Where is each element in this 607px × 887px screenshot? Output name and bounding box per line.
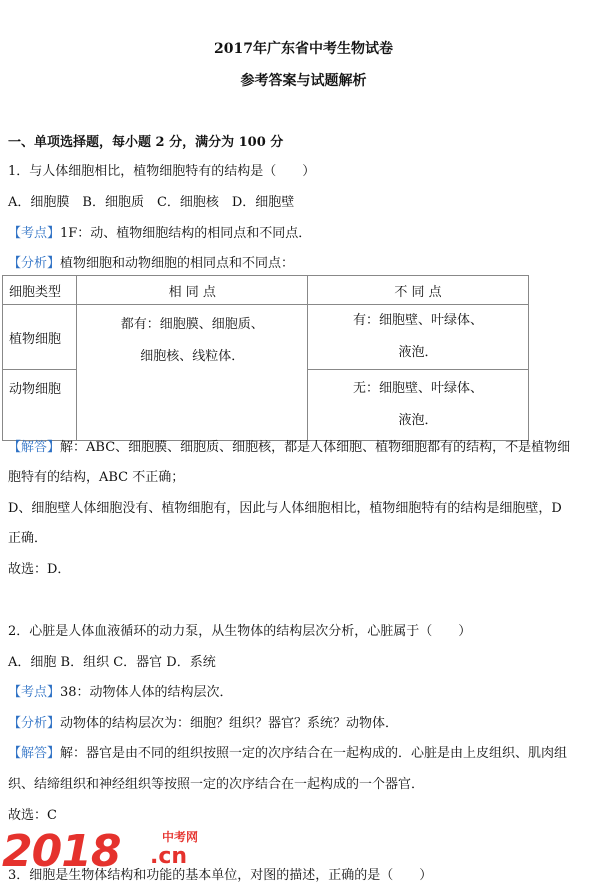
diff-plant-line-2: 液泡． <box>398 345 438 360</box>
q1-kaodian <box>8 222 311 241</box>
q2-options: A．细胞 B．组织 C．器官 D．系统 <box>8 655 216 670</box>
same-line-2: 细胞核、线粒体． <box>140 349 245 364</box>
diff-animal-line-2: 液泡． <box>398 413 438 428</box>
q3-stem: 3．细胞是生物体结构和功能的基本单位，对图的描述，正确的是（ ） <box>8 868 433 883</box>
q2-answer: 故选：C <box>8 808 57 823</box>
watermark-tld: .cn <box>150 844 188 869</box>
fenxi-tag: 【分析】 <box>8 256 61 271</box>
q1-answer: 故选：D． <box>8 562 71 577</box>
diff-animal-line-1: 无：细胞壁、叶绿体、 <box>353 381 484 396</box>
jieda-text: 解：ABC、细胞膜、细胞质、细胞核，都是人体细胞、植物细胞都有的结构，不是植物细 <box>60 440 571 455</box>
header-cell-diff: 不 同 点 <box>308 276 529 305</box>
same-line-1: 都有：细胞膜、细胞质、 <box>120 317 264 332</box>
fenxi-text: 动物体的结构层次为：细胞？组织？器官？系统？动物体． <box>60 716 399 731</box>
q1-jieda-line-1 <box>8 436 570 455</box>
fenxi-text: 植物细胞和动物细胞的相同点和不同点： <box>60 256 295 271</box>
jieda-tag: 【解答】 <box>8 440 61 455</box>
q2-fenxi <box>8 712 398 731</box>
q1-jieda-line-3: D、细胞壁人体细胞没有、植物细胞有，因此与人体细胞相比，植物细胞特有的结构是细胞壁，D <box>8 501 562 516</box>
q2-stem: 2．心脏是人体血液循环的动力泵，从生物体的结构层次分析，心脏属于（ ） <box>8 624 472 639</box>
header-cell-type: 细胞类型 <box>3 276 77 305</box>
cell-comparison-table <box>2 275 529 441</box>
fenxi-tag: 【分析】 <box>8 716 61 731</box>
q1-stem: 1．与人体细胞相比，植物细胞特有的结构是（ ） <box>8 164 316 179</box>
kaodian-text: 1F：动、植物细胞结构的相同点和不同点． <box>60 226 312 241</box>
same-points-cell <box>77 305 308 441</box>
row-type-animal: 动物细胞 <box>3 370 77 441</box>
kaodian-tag: 【考点】 <box>8 226 61 241</box>
page-title: 2017年广东省中考生物试卷 <box>214 41 393 57</box>
jieda-tag: 【解答】 <box>8 746 61 761</box>
q1-options: A．细胞膜 B．细胞质 C．细胞核 D．细胞壁 <box>8 195 295 210</box>
diff-plant-line-1: 有：细胞壁、叶绿体、 <box>353 313 484 328</box>
page-subtitle: 参考答案与试题解析 <box>240 73 367 89</box>
table-header-row <box>3 276 529 305</box>
watermark-site-name: 中考网 <box>162 830 199 844</box>
kaodian-tag: 【考点】 <box>8 685 61 700</box>
watermark-number: 2018 <box>2 826 121 877</box>
section-heading: 一、单项选择题，每小题 2 分，满分为 100 分 <box>8 135 284 150</box>
q1-fenxi <box>8 252 294 271</box>
kaodian-text: 38：动物体人体的结构层次． <box>60 685 233 700</box>
q2-jieda-line-1 <box>8 742 567 761</box>
q1-jieda-line-4: 正确． <box>8 531 48 546</box>
header-cell-same: 相 同 点 <box>77 276 308 305</box>
q2-kaodian <box>8 681 233 700</box>
diff-animal-cell <box>308 370 529 441</box>
table-row <box>3 305 529 370</box>
diff-plant-cell <box>308 305 529 370</box>
q1-jieda-line-2: 胞特有的结构，ABC 不正确； <box>8 470 185 485</box>
q2-jieda-line-2: 织、结缔组织和神经组织等按照一定的次序结合在一起构成的一个器官． <box>8 777 425 792</box>
row-type-plant: 植物细胞 <box>3 305 77 370</box>
jieda-text: 解：器官是由不同的组织按照一定的次序结合在一起构成的．心脏是由上皮组织、肌肉组 <box>60 746 568 761</box>
